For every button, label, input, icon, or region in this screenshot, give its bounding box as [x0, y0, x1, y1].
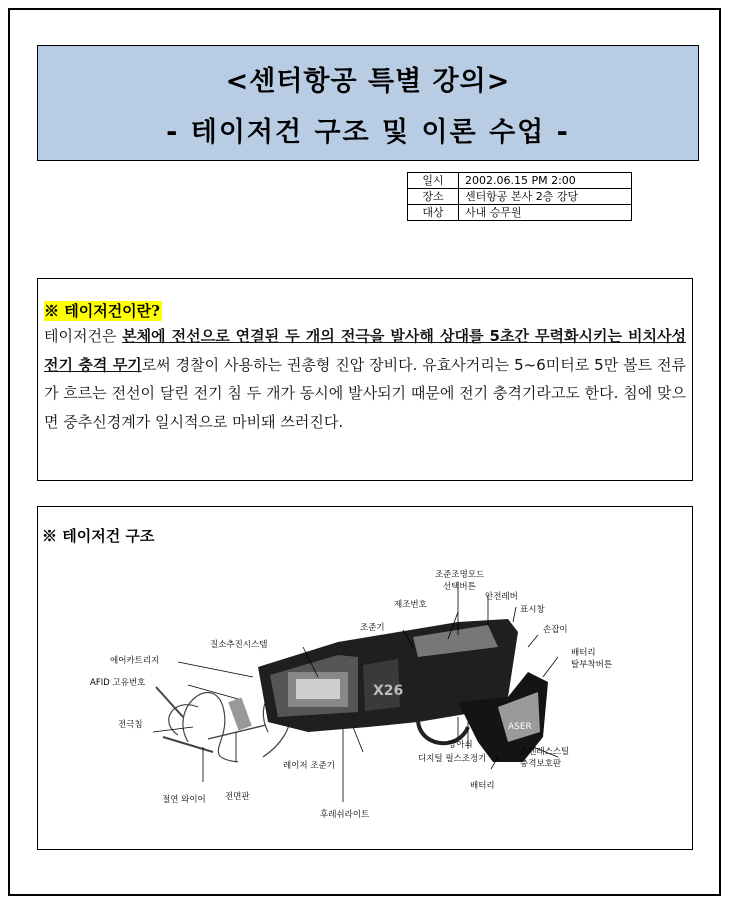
label-flashlight: 후레쉬라이트: [320, 810, 370, 820]
place-key: 장소: [408, 189, 459, 205]
label-probe: 전극침: [118, 720, 143, 730]
label-battery-release-2: 탈부착버튼: [571, 660, 613, 670]
audience-value: 사내 승무원: [459, 205, 632, 221]
table-row: [408, 189, 632, 205]
page-title: <센터항공 특별 강의>: [225, 66, 511, 97]
date-key: 일시: [408, 173, 459, 189]
label-grip: 손잡이: [543, 625, 568, 635]
label-afid: AFID 고유번호: [90, 678, 146, 688]
definition-body: [44, 322, 686, 436]
label-trigger: 방아쇠: [448, 740, 473, 750]
label-battery-release: 배터리: [571, 648, 596, 658]
table-row: [408, 205, 632, 221]
label-nitrogen: 질소추진시스템: [210, 640, 268, 650]
taser-diagram: [38, 507, 694, 851]
definition-heading: ※ 테이저건이란?: [44, 302, 160, 320]
svg-text:ASER: ASER: [508, 722, 532, 732]
place-value: 센터항공 본사 2층 강당: [459, 189, 632, 205]
definition-emphasis: 본체에 전선으로 연결된 두 개의 전극을 발사해 상대를 5초간 무력화시키는 비치사성 전기 충격 무기: [44, 327, 686, 374]
audience-key: 대상: [408, 205, 459, 221]
table-row: [408, 173, 632, 189]
label-front: 전면판: [225, 792, 250, 802]
label-safety-lever: 안전레버: [485, 592, 518, 602]
label-wire: 절연 와이어: [162, 795, 206, 805]
label-battery: 배터리: [470, 781, 495, 791]
label-aim-mode-2: 선택버튼: [443, 582, 476, 592]
page-subtitle: - 테이저건 구조 및 이론 수업 -: [166, 117, 570, 148]
label-serial: 제조번호: [394, 600, 427, 610]
structure-section: [37, 506, 693, 850]
definition-rest: 로써 경찰이 사용하는 권총형 진압 장비다. 유효사거리는 5~6미터로 5만 볼트 전류가 흐르는 전선이 달린 전기 침 두 개가 동시에 발사되기 때문에 전기 충격기라고도 한다. 침에 맞으면 중추신경계가 일시적으로 마비돼 쓰러진다.: [44, 355, 686, 431]
date-value: 2002.06.15 PM 2:00: [459, 173, 632, 189]
definition-section: [37, 278, 693, 481]
label-display: 표시창: [520, 605, 545, 615]
label-stainless: 스텐레스스틸: [520, 747, 570, 757]
schedule-table: [407, 172, 632, 221]
svg-text:X26: X26: [373, 683, 404, 699]
label-laser: 레이저 조준기: [283, 761, 335, 771]
label-stainless-2: 충격보호판: [520, 759, 562, 769]
title-banner: [37, 45, 699, 161]
label-sight: 조준기: [360, 623, 385, 633]
label-aim-mode: 조준조명모드: [435, 570, 485, 580]
structure-heading: ※ 테이저건 구조: [42, 527, 155, 545]
label-pulse: 디지털 펄스조정기: [418, 754, 487, 764]
definition-intro: 테이저건은: [44, 327, 123, 345]
label-air-cartridge: 에어카트리지: [110, 656, 160, 666]
